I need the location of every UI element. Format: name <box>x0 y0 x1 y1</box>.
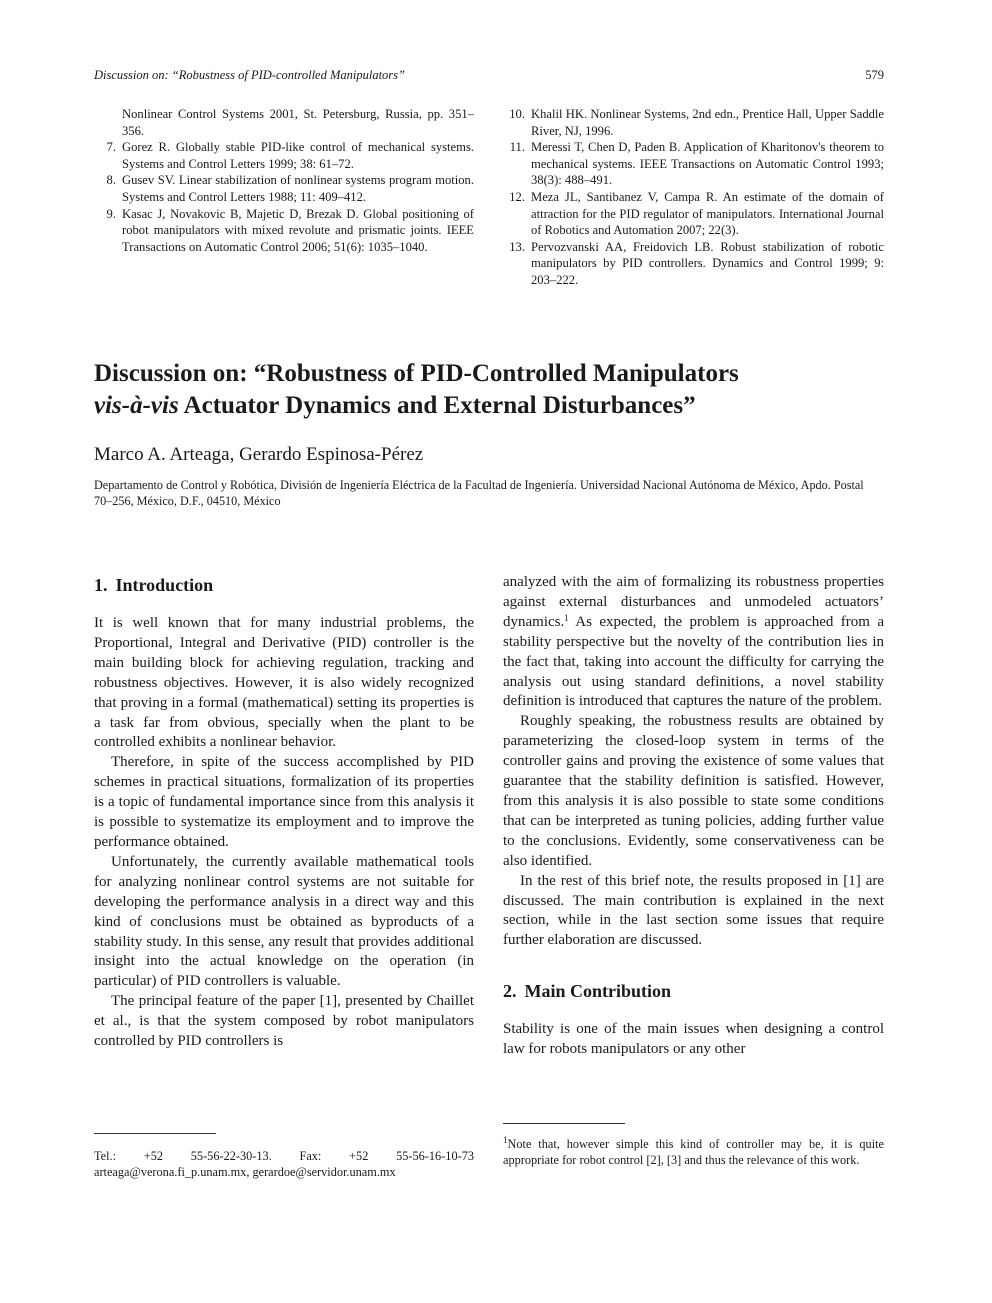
reference-item: 10. Khalil HK. Nonlinear Systems, 2nd edn., Prentice Hall, Upper Saddle River, NJ, 1996. <box>509 107 884 138</box>
reference-item: 12. Meza JL, Santibanez V, Campa R. An estimate of the domain of attraction for the PID regulator of manipulators. International Journal of Robotics and Automation 2007; 22(3). <box>509 189 884 238</box>
body-paragraph: It is well known that for many industrial problems, the Proportional, Integral and Derivative (PID) controller is the main building block for achieving regulation, tracking and robustness objectives. However, it is also widely recognized that proving in a formal (mathematical) setting its properties is a task far from obvious, specially when the plant to be controlled exhibits a nonlinear behavior. <box>94 615 474 751</box>
body-paragraph: Therefore, in spite of the success accomplished by PID schemes in practical situations, formalization of its properties is a topic of fundamental importance since from this analysis it is possible to systematize its employment and to improve the performance obtained. <box>94 754 474 850</box>
page-header <box>94 68 884 88</box>
section-heading-introduction: 1. Introduction <box>94 575 214 595</box>
reference-item: 8. Gusev SV. Linear stabilization of nonlinear systems program motion. Systems and Control Letters 1988; 11: 409–412. <box>106 173 474 204</box>
footnote-rule-right <box>503 1123 625 1124</box>
references-left-column <box>94 106 474 255</box>
reference-item: 9. Kasac J, Novakovic B, Majetic D, Brezak D. Global positioning of robot manipulators with mixed revolute and prismatic joints. IEEE Transactions on Automatic Control 2006; 51(6): 1035–1040. <box>106 206 474 254</box>
body-paragraph: Unfortunately, the currently available mathematical tools for analyzing nonlinear control systems are not suitable for developing the performance analysis in a direct way and this kind of conclusions must be obtained as byproducts of a stability study. In this sense, any result that provides additional insight into the actual knowledge on the operation (in particular) of PID controllers is valuable. <box>94 853 474 990</box>
article-title: Discussion on: “Robustness of PID-Controlled Manipulators vis-à-vis Actuator Dynamics and External Disturbances” <box>94 360 739 419</box>
footnote-marker: 1 <box>564 612 569 623</box>
references-right-column <box>503 106 884 289</box>
footnote-contact: Tel.: +52 55-56-22-30-13. Fax: +52 55-56-16-10-73 arteaga@verona.fi_p.unam.mx, gerardoe@servidor.unam.mx <box>94 1149 474 1179</box>
body-paragraph: Stability is one of the main issues when designing a control law for robots manipulators or any other <box>503 1021 884 1058</box>
reference-item: 13. Pervozvanski AA, Freidovich LB. Robust stabilization of robotic manipulators by PID controllers. Dynamics and Control 1999; 9: 203–222. <box>509 239 884 287</box>
article-authors: Marco A. Arteaga, Gerardo Espinosa-Pérez <box>94 444 424 465</box>
reference-item: 7. Gorez R. Globally stable PID-like control of mechanical systems. Systems and Control Letters 1999; 38: 61–72. <box>106 140 474 171</box>
footnote-rule-left <box>94 1133 216 1134</box>
body-paragraph: analyzed with the aim of formalizing its robustness properties against external disturbances and unmodeled actuators’ dynamics.$^1$ As expected, the problem is approached from a stability perspective but the novelty of the contribution lies in the fact that, taking into account the difficulty for carrying the analysis out using standard definitions, a novel stability definition is introduced that captures the nature of the problem. <box>503 574 884 710</box>
body-left-column <box>94 573 474 1052</box>
reference-item: 11. Meressi T, Chen D, Paden B. Application of Kharitonov's theorem to mechanical systems. IEEE Transactions on Automatic Control 1993; 38(3): 488–491. <box>509 140 884 188</box>
author-affiliation: Departamento de Control y Robótica, División de Ingeniería Eléctrica de la Facultad de Ingeniería. Universidad Nacional Autónoma de México, Apdo. Postal 70–256, México, D.F., 04510, México <box>94 478 864 508</box>
body-right-column <box>503 573 884 1060</box>
body-paragraph: Roughly speaking, the robustness results are obtained by parameterizing the closed-loop system in terms of the controller gains and proving the existence of some values that guarantee that the stability definition is satisfied. However, from this analysis it is also possible to state some conditions that can be interpreted as tuning policies, adding further value to the conclusions. Evidently, some conservativeness can be also identified. <box>503 713 884 869</box>
body-paragraph: In the rest of this brief note, the results proposed in [1] are discussed. The main contribution is explained in the next section, while in the last section some issues that require further elaboration are discussed. <box>503 872 884 949</box>
page-number: 579 <box>865 68 884 82</box>
section-heading-main-contribution: 2. Main Contribution <box>503 981 672 1002</box>
reference-item: Nonlinear Control Systems 2001, St. Petersburg, Russia, pp. 351–356. <box>122 107 474 138</box>
footnote-1: $^1$Note that, however simple this kind of controller may be, it is quite appropriate for robot control [2], [3] and thus the relevance of this work. <box>503 1135 884 1167</box>
running-head: Discussion on: “Robustness of PID-controlled Manipulators” <box>94 68 405 82</box>
body-paragraph: The principal feature of the paper [1], presented by Chaillet et al., is that the system composed by robot manipulators controlled by PID controllers is <box>94 993 474 1050</box>
